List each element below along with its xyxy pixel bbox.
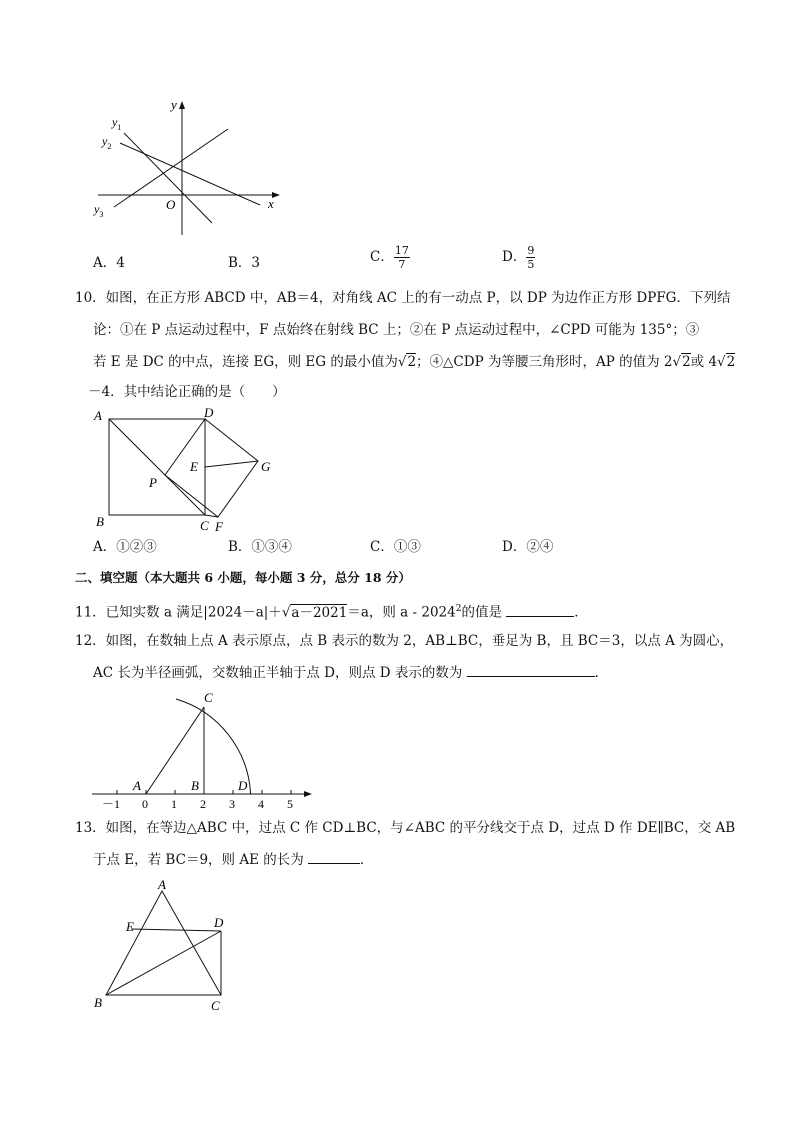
label-F: F	[215, 519, 223, 534]
q13-end: ．	[360, 852, 374, 868]
q9-line-graph	[88, 95, 288, 240]
q9-option-b[interactable]: B．3	[228, 255, 261, 271]
label-A: A	[133, 778, 141, 793]
label-D: D	[238, 778, 248, 793]
label-C: C	[204, 690, 213, 705]
svg-text:1: 1	[171, 797, 177, 810]
label-B: B	[96, 514, 104, 529]
label-G: G	[261, 459, 271, 474]
q12-number-line-figure	[88, 686, 318, 810]
q11-text: 11．已知实数 a 满足|2024－a|＋√a－2021＝a，则 a - 2024$^2$的值是 ．	[75, 599, 588, 623]
q13-line-2-text: 于点 E，若 BC＝9，则 AE 的长为	[93, 852, 304, 868]
label-C: C	[200, 518, 209, 533]
q13-triangle-figure	[88, 878, 248, 1018]
q10-root-1: 2	[407, 354, 417, 370]
triangle-abc	[106, 891, 221, 995]
q9-d-numerator: 9	[527, 244, 535, 257]
label-B: B	[191, 778, 199, 793]
y2-label: $y_2$	[102, 134, 112, 151]
q10-line-1: 10．如图，在正方形 ABCD 中，AB＝4，对角线 AC 上的有一动点 P，以 DP 为边作正方形 DPFG．下列结	[75, 290, 731, 306]
q9-option-c-prefix: C．	[370, 249, 394, 265]
q10-square-figure	[88, 404, 288, 536]
q10-root-3: 2	[726, 354, 736, 370]
q9-option-d-fraction	[526, 244, 535, 271]
q12-line-1: 12．如图，在数轴上点 A 表示原点，点 B 表示的数为 2，AB⊥BC，垂足为 B，且 BC＝3，以点 A 为圆心，	[75, 633, 734, 649]
x-axis-label: x	[268, 196, 274, 211]
q13-line-2	[93, 849, 374, 870]
label-D: D	[214, 915, 224, 930]
section-2-title: 二、填空题（本大题共 6 小题，每小题 3 分，总分 18 分）	[75, 570, 411, 585]
q13-answer-blank[interactable]	[308, 849, 360, 864]
label-E: E	[190, 459, 198, 474]
q10-option-b[interactable]: B．①③④	[228, 539, 292, 555]
svg-text:5: 5	[287, 797, 293, 810]
q10-line-3-c: 或 4	[690, 354, 718, 370]
q10-line-3-a: 若 E 是 DC 的中点，连接 EG，则 EG 的最小值为	[93, 354, 398, 370]
q10-root-2: 2	[682, 354, 691, 370]
q12-answer-blank[interactable]	[467, 662, 595, 677]
svg-text:0: 0	[142, 797, 148, 810]
svg-text:2: 2	[200, 797, 206, 810]
tick-labels	[102, 797, 293, 810]
q9-option-d-prefix: D．	[502, 249, 527, 265]
q10-line-3: 若 E 是 DC 的中点，连接 EG，则 EG 的最小值为√2；④△CDP 为等腰三角形时，AP 的值为 2√2或 4√2	[93, 354, 736, 370]
q10-line-4: －4．其中结论正确的是（ ）	[88, 384, 286, 400]
q11-sup: 2	[455, 604, 462, 614]
q10-line-3-b: ；④△CDP 为等腰三角形时，AP 的值为 2	[416, 354, 673, 370]
q11-part-a: 11．已知实数 a 满足|2024－a|＋	[75, 604, 282, 621]
label-C: C	[211, 998, 220, 1013]
label-P: P	[149, 475, 157, 490]
q9-option-a[interactable]: A．4	[93, 255, 125, 271]
y-axis-label: y	[171, 97, 177, 112]
label-B: B	[94, 995, 102, 1010]
number-line-arrow	[304, 791, 312, 797]
q9-c-denominator: 7	[398, 258, 406, 271]
origin-label: O	[166, 197, 176, 212]
q9-c-numerator: 17	[394, 244, 409, 257]
q12-line-2-text: AC 长为半径画弧，交数轴正半轴于点 D，则点 D 表示的数为	[93, 665, 463, 681]
q11-part-b: ＝a，则 a - 2024	[347, 604, 456, 621]
label-A: A	[158, 878, 166, 892]
q10-option-a[interactable]: A．①②③	[93, 539, 157, 555]
q9-option-d[interactable]	[502, 244, 535, 271]
q9-option-c-fraction	[394, 244, 410, 271]
label-E: E	[126, 919, 134, 934]
square-dpfg	[165, 419, 258, 517]
q12-line-2	[93, 662, 608, 683]
y-axis-arrow	[179, 101, 185, 109]
y1-label: $y_1$	[112, 115, 122, 132]
y3-label: $y_3$	[94, 202, 104, 219]
q9-d-denominator: 5	[527, 258, 535, 271]
label-A: A	[94, 408, 102, 423]
q10-option-c[interactable]: C．①③	[370, 539, 421, 555]
q11-part-c: 的值是	[461, 604, 502, 621]
svg-text:4: 4	[258, 797, 264, 810]
q10-option-d[interactable]: D．②④	[502, 539, 554, 555]
line-y2	[120, 143, 260, 205]
label-D: D	[204, 405, 214, 420]
q12-end: ．	[594, 665, 609, 681]
svg-text:3: 3	[229, 797, 235, 810]
segment-eg	[205, 461, 258, 467]
q10-line-2: 论：①在 P 点运动过程中，F 点始终在射线 BC 上；②在 P 点运动过程中，∠CPD 可能为 135°；③	[93, 322, 700, 338]
q11-end: ．	[574, 604, 588, 621]
q11-answer-blank[interactable]	[506, 602, 574, 617]
segment-de	[131, 929, 221, 931]
q9-option-c[interactable]	[370, 244, 410, 271]
svg-text:－1: －1	[102, 797, 121, 810]
q11-root: a－2021	[291, 604, 348, 621]
q13-line-1: 13．如图，在等边△ABC 中，过点 C 作 CD⊥BC，与∠ABC 的平分线交于点 D，过点 D 作 DE∥BC，交 AB	[75, 820, 736, 836]
